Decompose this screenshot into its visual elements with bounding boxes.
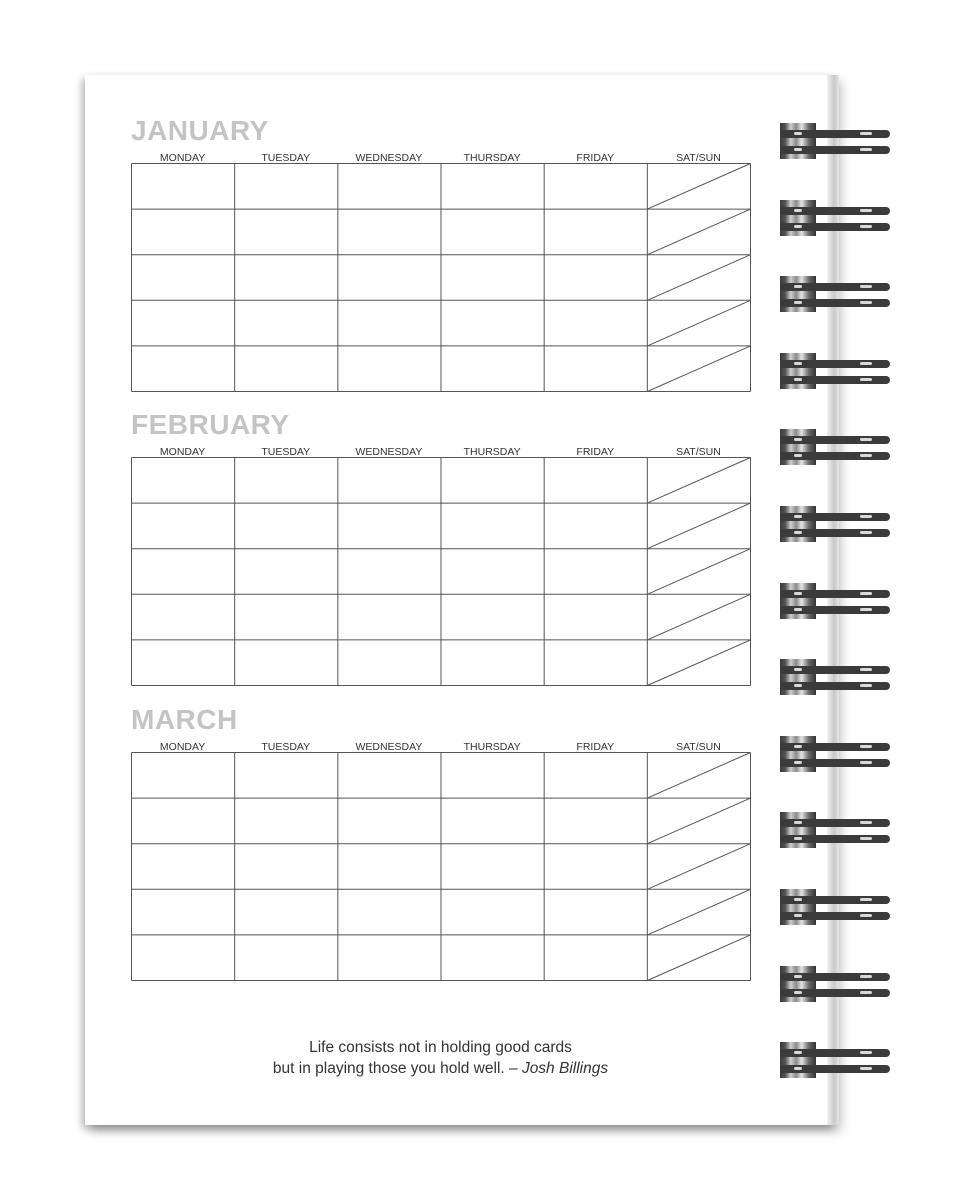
ring-highlight <box>794 821 802 824</box>
ring-highlight <box>860 761 872 764</box>
ring-highlight <box>794 914 802 917</box>
calendar-grid <box>131 752 750 981</box>
quote-line-2 <box>131 1058 750 1079</box>
day-header: TUESDAY <box>261 741 311 753</box>
day-header: FRIDAY <box>576 446 615 458</box>
quote-text: but in playing those you hold well. – <box>272 1060 522 1077</box>
binding-ring <box>780 659 892 697</box>
ring-highlight <box>794 608 802 611</box>
day-cell[interactable] <box>132 458 234 503</box>
day-cell[interactable] <box>132 549 234 594</box>
ring-highlight <box>794 515 802 518</box>
day-cell[interactable] <box>442 844 544 889</box>
ring-highlight <box>794 285 802 288</box>
ring-highlight <box>794 668 802 671</box>
ring-highlight <box>860 1051 872 1054</box>
day-cell[interactable] <box>235 504 337 549</box>
binding-ring <box>780 123 892 161</box>
day-cell[interactable] <box>545 890 647 935</box>
day-cell[interactable] <box>235 935 337 980</box>
ring-highlight <box>794 991 802 994</box>
ring-highlight <box>860 898 872 901</box>
binding-ring <box>780 966 892 1004</box>
binding-ring <box>780 429 892 467</box>
ring-highlight <box>794 531 802 534</box>
ring-highlight <box>860 975 872 978</box>
ring-highlight <box>860 608 872 611</box>
day-cell[interactable] <box>338 458 440 503</box>
binding-ring <box>780 889 892 927</box>
day-cell[interactable] <box>545 844 647 889</box>
ring-highlight <box>794 378 802 381</box>
day-cell[interactable] <box>235 255 337 300</box>
day-cell[interactable] <box>132 753 234 798</box>
day-cell[interactable] <box>545 935 647 980</box>
ring-highlight <box>860 225 872 228</box>
day-cell[interactable] <box>545 255 647 300</box>
ring-highlight <box>794 837 802 840</box>
ring-highlight <box>794 975 802 978</box>
day-cell[interactable] <box>442 346 544 391</box>
ring-highlight <box>794 362 802 365</box>
binding-ring <box>780 506 892 544</box>
ring-highlight <box>794 1051 802 1054</box>
ring-highlight <box>794 454 802 457</box>
day-cell[interactable] <box>132 346 234 391</box>
ring-highlight <box>860 914 872 917</box>
ring-highlight <box>860 821 872 824</box>
day-cell[interactable] <box>442 890 544 935</box>
day-cell[interactable] <box>545 549 647 594</box>
binding-ring <box>780 583 892 621</box>
day-cell[interactable] <box>545 346 647 391</box>
day-cell[interactable] <box>442 164 544 209</box>
binding-ring <box>780 812 892 850</box>
day-header: FRIDAY <box>576 152 615 164</box>
day-cell[interactable] <box>338 799 440 844</box>
day-cell[interactable] <box>338 640 440 685</box>
month-title: MARCH <box>131 704 238 735</box>
day-cell[interactable] <box>132 504 234 549</box>
quote-line-1: Life consists not in holding good cards <box>309 1039 572 1056</box>
day-cell[interactable] <box>235 844 337 889</box>
day-cell[interactable] <box>338 301 440 346</box>
ring-highlight <box>860 592 872 595</box>
ring-highlight <box>860 301 872 304</box>
day-cell[interactable] <box>235 595 337 640</box>
day-header: TUESDAY <box>261 446 311 458</box>
day-header: FRIDAY <box>576 741 615 753</box>
binding-ring <box>780 1042 892 1080</box>
ring-highlight <box>860 745 872 748</box>
day-cell[interactable] <box>442 595 544 640</box>
day-header: WEDNESDAY <box>355 741 423 753</box>
day-cell[interactable] <box>132 595 234 640</box>
day-header: THURSDAY <box>463 741 521 753</box>
day-cell[interactable] <box>545 301 647 346</box>
day-cell[interactable] <box>132 844 234 889</box>
day-cell[interactable] <box>235 346 337 391</box>
day-header: THURSDAY <box>463 446 521 458</box>
day-cell[interactable] <box>235 549 337 594</box>
day-cell[interactable] <box>132 799 234 844</box>
day-cell[interactable] <box>338 255 440 300</box>
day-cell[interactable] <box>442 458 544 503</box>
day-cell[interactable] <box>442 549 544 594</box>
ring-highlight <box>860 991 872 994</box>
ring-highlight <box>794 301 802 304</box>
calendar-grid <box>131 163 750 392</box>
ring-highlight <box>860 531 872 534</box>
day-cell[interactable] <box>338 346 440 391</box>
day-header: SAT/SUN <box>676 446 721 458</box>
day-cell[interactable] <box>442 935 544 980</box>
ring-highlight <box>860 515 872 518</box>
ring-highlight <box>860 684 872 687</box>
day-header: MONDAY <box>159 741 206 753</box>
ring-highlight <box>860 209 872 212</box>
ring-highlight <box>794 761 802 764</box>
day-cell[interactable] <box>338 164 440 209</box>
ring-highlight <box>794 225 802 228</box>
day-cell[interactable] <box>235 301 337 346</box>
ring-highlight <box>860 1067 872 1070</box>
day-cell[interactable] <box>442 504 544 549</box>
ring-highlight <box>860 438 872 441</box>
day-cell[interactable] <box>235 210 337 255</box>
day-cell[interactable] <box>545 595 647 640</box>
day-cell[interactable] <box>235 799 337 844</box>
day-cell[interactable] <box>442 301 544 346</box>
ring-highlight <box>860 378 872 381</box>
quote-author: Josh Billings <box>521 1060 609 1077</box>
ring-highlight <box>794 592 802 595</box>
day-cell[interactable] <box>338 210 440 255</box>
ring-highlight <box>794 132 802 135</box>
ring-highlight <box>860 148 872 151</box>
day-cell[interactable] <box>132 301 234 346</box>
day-cell[interactable] <box>235 164 337 209</box>
day-cell[interactable] <box>545 210 647 255</box>
day-cell[interactable] <box>442 799 544 844</box>
day-cell[interactable] <box>338 753 440 798</box>
ring-highlight <box>860 454 872 457</box>
day-cell[interactable] <box>132 210 234 255</box>
day-cell[interactable] <box>132 164 234 209</box>
day-cell[interactable] <box>338 935 440 980</box>
day-cell[interactable] <box>338 549 440 594</box>
day-header: TUESDAY <box>261 152 311 164</box>
day-cell[interactable] <box>545 640 647 685</box>
ring-highlight <box>794 745 802 748</box>
binding-ring <box>780 276 892 314</box>
day-cell[interactable] <box>442 753 544 798</box>
ring-highlight <box>860 837 872 840</box>
ring-highlight <box>860 285 872 288</box>
ring-highlight <box>794 148 802 151</box>
day-cell[interactable] <box>338 890 440 935</box>
ring-highlight <box>794 684 802 687</box>
day-cell[interactable] <box>442 640 544 685</box>
ring-highlight <box>860 132 872 135</box>
day-cell[interactable] <box>132 640 234 685</box>
quote <box>131 1037 750 1079</box>
calendar-grid <box>131 457 750 686</box>
binding-ring <box>780 736 892 774</box>
day-cell[interactable] <box>338 844 440 889</box>
day-cell[interactable] <box>235 890 337 935</box>
day-cell[interactable] <box>132 255 234 300</box>
day-cell[interactable] <box>442 210 544 255</box>
day-header: SAT/SUN <box>676 152 721 164</box>
day-cell[interactable] <box>235 640 337 685</box>
day-cell[interactable] <box>545 458 647 503</box>
day-cell[interactable] <box>338 595 440 640</box>
day-header: WEDNESDAY <box>355 152 423 164</box>
binding-ring <box>780 200 892 238</box>
day-cell[interactable] <box>132 890 234 935</box>
day-cell[interactable] <box>545 504 647 549</box>
day-cell[interactable] <box>545 164 647 209</box>
day-cell[interactable] <box>545 799 647 844</box>
day-header: MONDAY <box>159 446 206 458</box>
ring-highlight <box>860 668 872 671</box>
day-cell[interactable] <box>132 935 234 980</box>
day-cell[interactable] <box>235 458 337 503</box>
ring-highlight <box>794 209 802 212</box>
ring-highlight <box>794 898 802 901</box>
day-cell[interactable] <box>442 255 544 300</box>
month-title: FEBRUARY <box>131 409 290 440</box>
month-title: JANUARY <box>131 115 269 146</box>
day-cell[interactable] <box>235 753 337 798</box>
day-cell[interactable] <box>338 504 440 549</box>
ring-highlight <box>794 1067 802 1070</box>
binding-ring <box>780 353 892 391</box>
ring-highlight <box>794 438 802 441</box>
day-header: MONDAY <box>159 152 206 164</box>
day-header: WEDNESDAY <box>355 446 423 458</box>
day-header: SAT/SUN <box>676 741 721 753</box>
day-cell[interactable] <box>545 753 647 798</box>
day-header: THURSDAY <box>463 152 521 164</box>
ring-highlight <box>860 362 872 365</box>
